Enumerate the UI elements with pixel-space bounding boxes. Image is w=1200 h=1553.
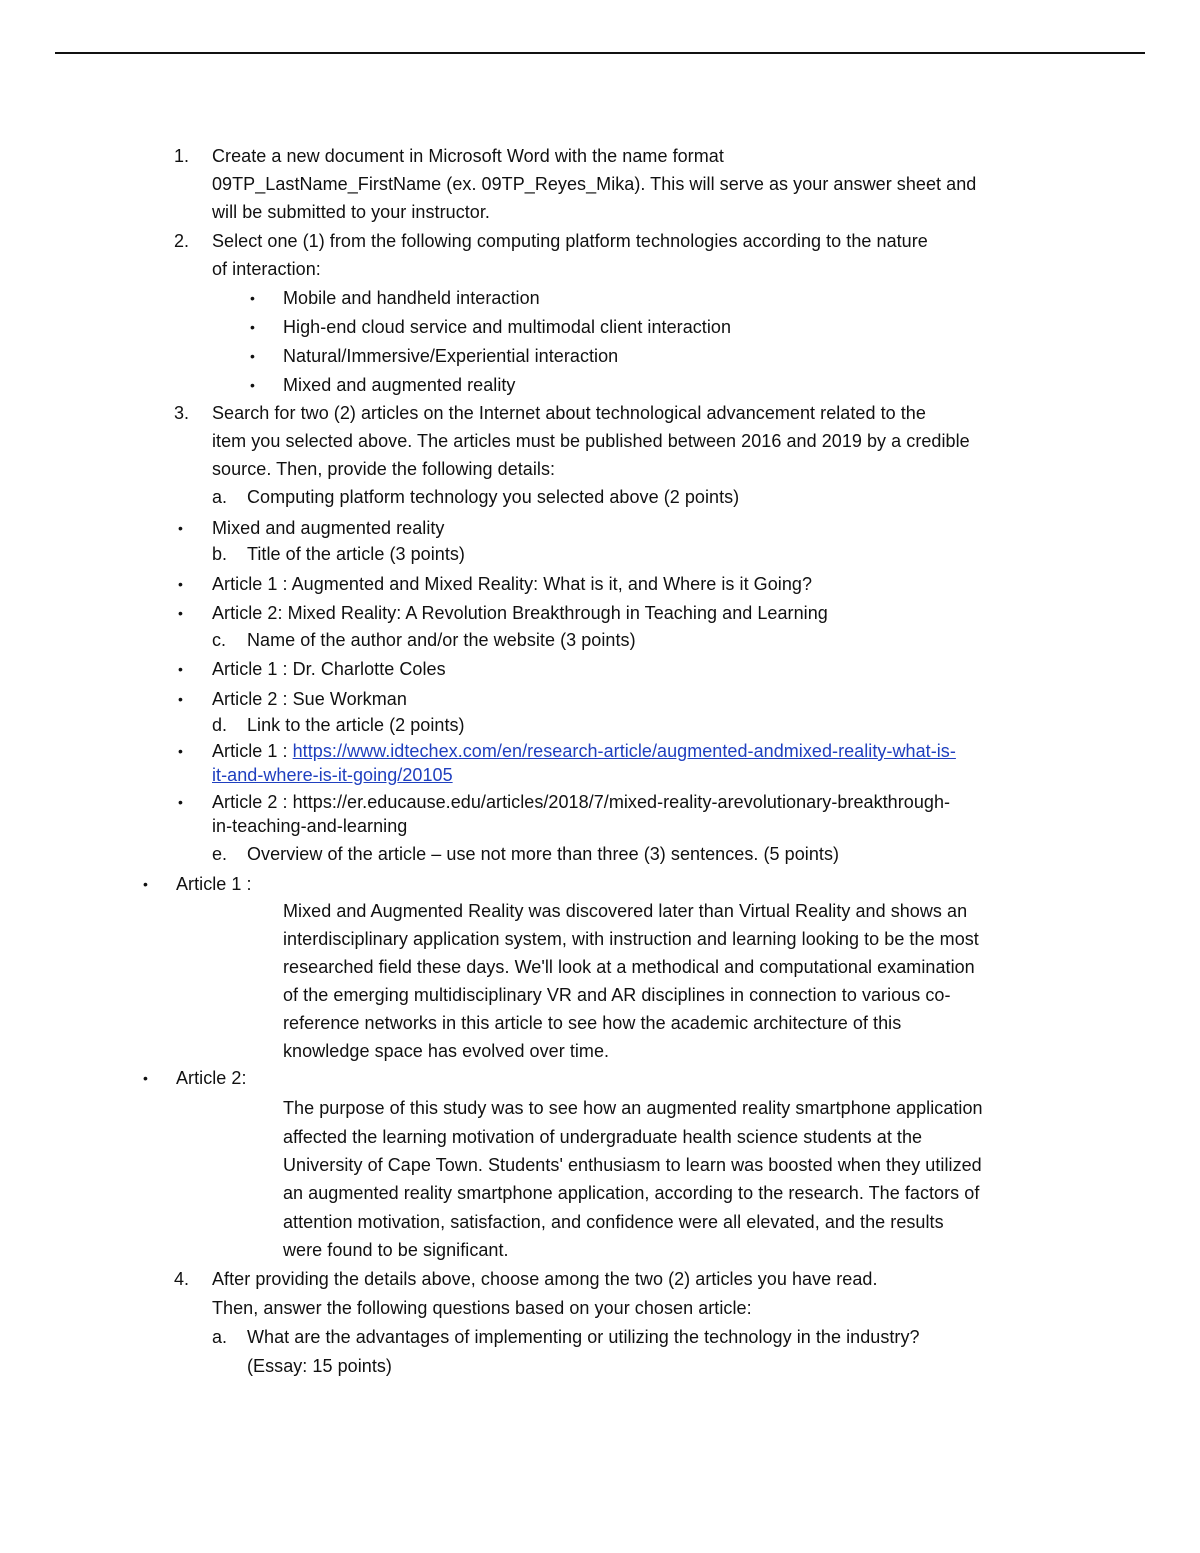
overview-article-1-line-6: knowledge space has evolved over time.	[283, 1041, 610, 1061]
overview-article-2-line-1: The purpose of this study was to see how an augmented reality smartphone application	[283, 1098, 983, 1118]
overview-article-1-line-1: Mixed and Augmented Reality was discovered later than Virtual Reality and shows an	[283, 901, 968, 921]
subitem-e-text: Overview of the article – use not more than three (3) sentences. (5 points)	[247, 844, 840, 864]
item-1-line-3: will be submitted to your instructor.	[212, 202, 490, 222]
article-1-link[interactable]: https://www.idtechex.com/en/research-article/augmented-andmixed-reality-what-is-	[292, 741, 956, 761]
item-4a-line-2: (Essay: 15 points)	[247, 1356, 392, 1376]
bullet-icon: •	[143, 1070, 148, 1086]
bullet-icon: •	[178, 743, 183, 759]
bullet-icon: •	[178, 576, 183, 592]
subitem-d-letter: d.	[212, 715, 228, 735]
subitem-e-letter: e.	[212, 844, 228, 864]
overview-article-1-line-5: reference networks in this article to see how the academic architecture of this	[283, 1013, 902, 1033]
item-4-number: 4.	[174, 1269, 190, 1289]
overview-article-1-label: Article 1 :	[176, 874, 252, 894]
article-1-link-continued[interactable]: it-and-where-is-it-going/20105	[212, 765, 453, 785]
overview-article-1-line-2: interdisciplinary application system, with instruction and learning looking to be the most	[283, 929, 979, 949]
bullet-icon: •	[178, 520, 183, 536]
subitem-a-text: Computing platform technology you selected above (2 points)	[247, 487, 740, 507]
overview-article-2-label: Article 2:	[176, 1068, 247, 1088]
item-3-line-2: item you selected above. The articles must be published between 2016 and 2019 by a credible	[212, 431, 970, 451]
item-1-line-2: 09TP_LastName_FirstName (ex. 09TP_Reyes_Mika). This will serve as your answer sheet and	[212, 174, 977, 194]
item-4-line-2: Then, answer the following questions based on your chosen article:	[212, 1298, 752, 1318]
overview-article-1-line-3: researched field these days. We'll look at a methodical and computational examination	[283, 957, 975, 977]
bullet-icon: •	[250, 290, 255, 306]
bullet-icon: •	[143, 876, 148, 892]
answer-c-article-1: Article 1 : Dr. Charlotte Coles	[212, 659, 446, 679]
item-3-line-1: Search for two (2) articles on the Internet about technological advancement related to the	[212, 403, 926, 423]
answer-d-article-2-continued: in-teaching-and-learning	[212, 816, 408, 836]
item-4a-line-1: What are the advantages of implementing or utilizing the technology in the industry?	[247, 1327, 920, 1347]
subitem-b-letter: b.	[212, 544, 228, 564]
answer-a: Mixed and augmented reality	[212, 518, 445, 538]
item-1-line-1: Create a new document in Microsoft Word with the name format	[212, 146, 724, 166]
subitem-a-letter: a.	[212, 487, 228, 507]
option-cloud: High-end cloud service and multimodal client interaction	[283, 317, 732, 337]
answer-d-article-1	[212, 740, 956, 762]
overview-article-2-line-3: University of Cape Town. Students' enthusiasm to learn was boosted when they utilized	[283, 1155, 982, 1175]
bullet-icon: •	[178, 794, 183, 810]
answer-c-article-2: Article 2 : Sue Workman	[212, 689, 407, 709]
subitem-c-text: Name of the author and/or the website (3 points)	[247, 630, 636, 650]
overview-article-2-line-4: an augmented reality smartphone application, according to the research. The factors of	[283, 1183, 980, 1203]
subitem-b-text: Title of the article (3 points)	[247, 544, 465, 564]
header-rule	[55, 52, 1145, 54]
item-3-number: 3.	[174, 403, 190, 423]
bullet-icon: •	[178, 605, 183, 621]
bullet-icon: •	[178, 691, 183, 707]
answer-b-article-1: Article 1 : Augmented and Mixed Reality: What is it, and Where is it Going?	[212, 574, 813, 594]
answer-b-article-2: Article 2: Mixed Reality: A Revolution Breakthrough in Teaching and Learning	[212, 603, 828, 623]
option-mobile: Mobile and handheld interaction	[283, 288, 540, 308]
answer-d-article-1-label: Article 1 :	[212, 741, 293, 761]
bullet-icon: •	[250, 319, 255, 335]
item-1-number: 1.	[174, 146, 190, 166]
subitem-d-text: Link to the article (2 points)	[247, 715, 465, 735]
item-4-line-1: After providing the details above, choose among the two (2) articles you have read.	[212, 1269, 878, 1289]
bullet-icon: •	[250, 348, 255, 364]
item-2-number: 2.	[174, 231, 190, 251]
answer-d-article-2: Article 2 : https://er.educause.edu/articles/2018/7/mixed-reality-arevolutionary-breakthrough-	[212, 792, 951, 812]
item-3-line-3: source. Then, provide the following details:	[212, 459, 556, 479]
overview-article-1-line-4: of the emerging multidisciplinary VR and AR disciplines in connection to various co-	[283, 985, 951, 1005]
item-4a-letter: a.	[212, 1327, 228, 1347]
item-2-line-2: of interaction:	[212, 259, 321, 279]
item-2-line-1: Select one (1) from the following computing platform technologies according to the nature	[212, 231, 928, 251]
option-mixed: Mixed and augmented reality	[283, 375, 516, 395]
option-natural: Natural/Immersive/Experiential interaction	[283, 346, 619, 366]
overview-article-2-line-6: were found to be significant.	[283, 1240, 509, 1260]
overview-article-2-line-5: attention motivation, satisfaction, and confidence were all elevated, and the results	[283, 1212, 944, 1232]
bullet-icon: •	[178, 661, 183, 677]
subitem-c-letter: c.	[212, 630, 227, 650]
bullet-icon: •	[250, 377, 255, 393]
overview-article-2-line-2: affected the learning motivation of undergraduate health science students at the	[283, 1127, 923, 1147]
